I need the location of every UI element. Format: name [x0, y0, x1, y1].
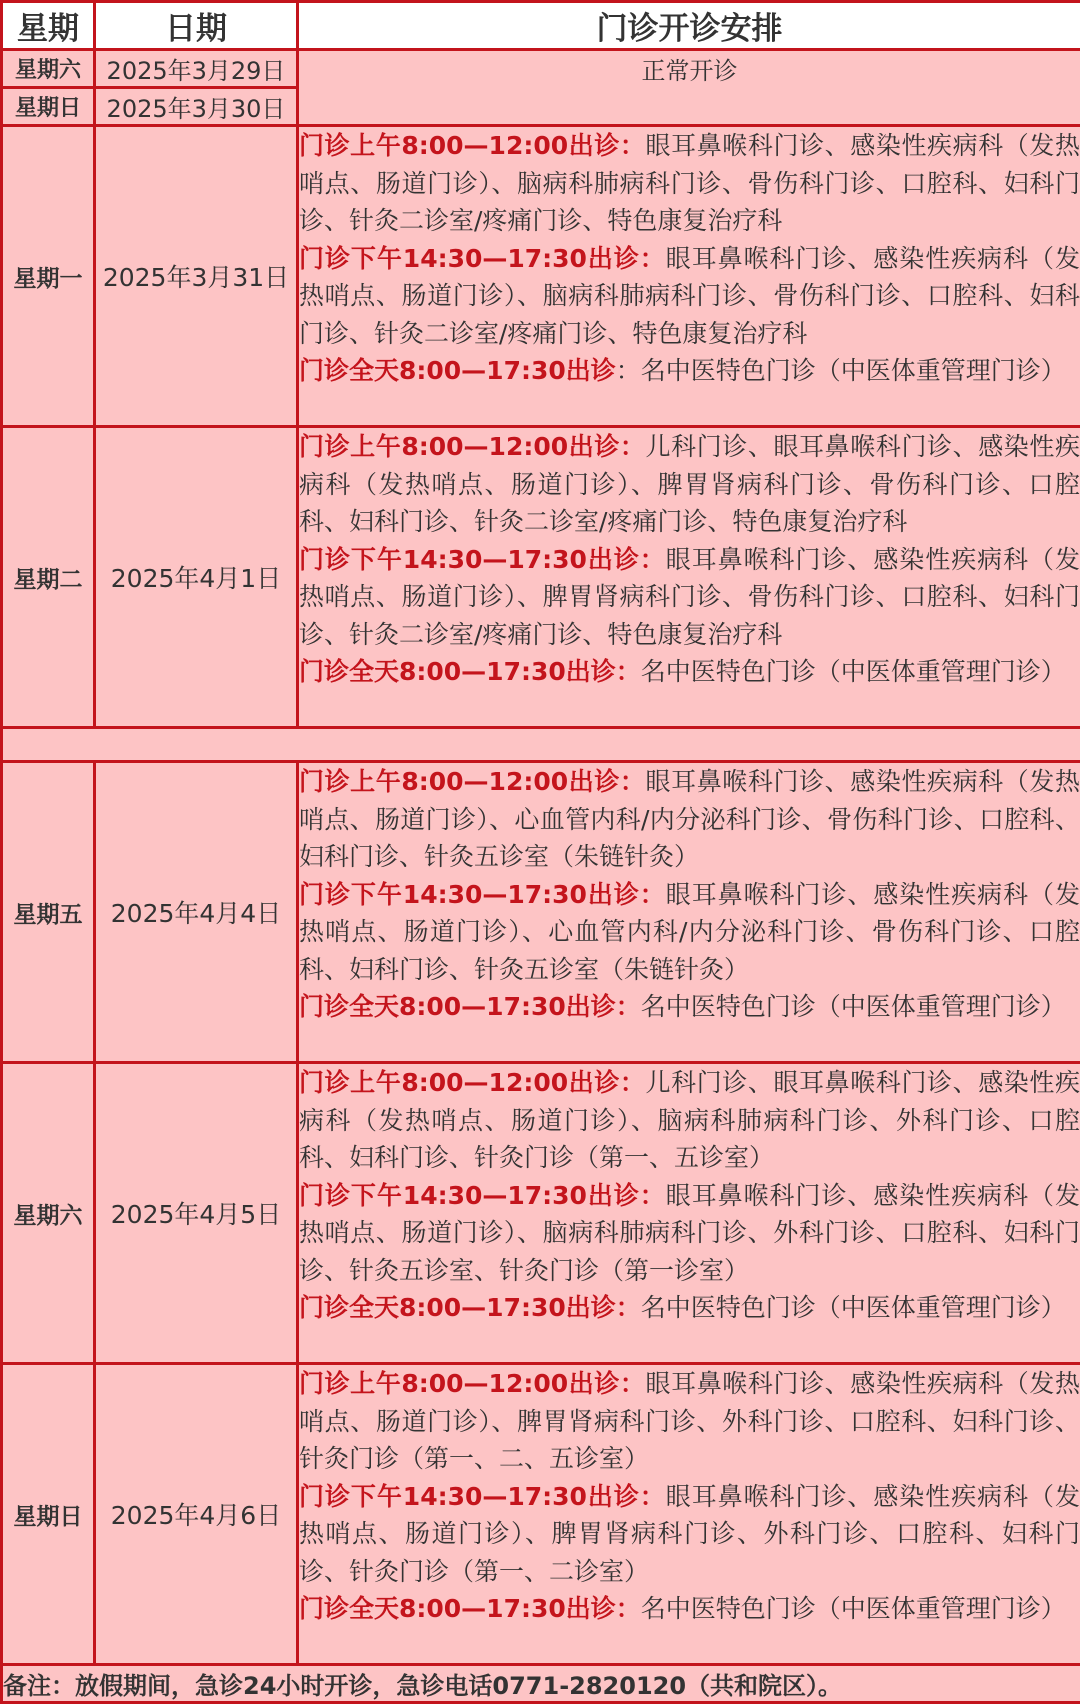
schedule-detail-cell	[298, 1364, 1080, 1665]
morning-session	[299, 1064, 1080, 1177]
afternoon-session	[299, 541, 1080, 654]
weekday-cell: 星期日	[2, 1364, 95, 1665]
weekday-cell: 星期二	[2, 427, 95, 728]
header-row	[2, 2, 1080, 50]
holiday-note: 备注：放假期间，急诊24小时开诊，急诊电话0771-2820120（共和院区）。	[2, 1665, 1080, 1703]
afternoon-label: 门诊下午14:30—17:30出诊：	[299, 880, 666, 909]
afternoon-session	[299, 240, 1080, 353]
blank-row	[2, 728, 1080, 762]
fullday-departments: ：名中医特色门诊（中医体重管理门诊）	[616, 356, 1066, 385]
afternoon-session	[299, 1478, 1080, 1591]
fullday-session	[299, 653, 1080, 691]
table-row	[2, 1063, 1080, 1364]
afternoon-departments: 眼耳鼻喉科门诊、感染性疾病科（发热哨点、肠道门诊）、脾胃肾病科门诊、外科门诊、口腔科、妇科门诊、针灸门诊（第一、二诊室）	[299, 1482, 1080, 1586]
weekday-cell: 星期日	[2, 88, 95, 126]
table-row	[2, 762, 1080, 1063]
fullday-session	[299, 988, 1080, 1026]
header-date: 日期	[95, 2, 298, 50]
date-cell: 2025年3月30日	[95, 88, 298, 126]
date-cell: 2025年3月29日	[95, 50, 298, 88]
normal-opening-cell: 正常开诊	[298, 50, 1080, 126]
date-cell: 2025年4月4日	[95, 762, 298, 1063]
schedule-detail-cell	[298, 1063, 1080, 1364]
header-day: 星期	[2, 2, 95, 50]
table-row	[2, 427, 1080, 728]
table-row	[2, 50, 1080, 88]
date-cell: 2025年3月31日	[95, 126, 298, 427]
fullday-session	[299, 1590, 1080, 1628]
morning-label: 门诊上午8:00—12:00出诊：	[299, 432, 646, 461]
afternoon-label: 门诊下午14:30—17:30出诊：	[299, 244, 666, 273]
fullday-session	[299, 352, 1080, 390]
morning-session	[299, 428, 1080, 541]
morning-departments: 眼耳鼻喉科门诊、感染性疾病科（发热哨点、肠道门诊）、脑病科肺病科门诊、骨伤科门诊、口腔科、妇科门诊、针灸二诊室/疼痛门诊、特色康复治疗科	[299, 131, 1080, 235]
afternoon-departments: 眼耳鼻喉科门诊、感染性疾病科（发热哨点、肠道门诊）、脾胃肾病科门诊、骨伤科门诊、口腔科、妇科门诊、针灸二诊室/疼痛门诊、特色康复治疗科	[299, 545, 1080, 649]
afternoon-label: 门诊下午14:30—17:30出诊：	[299, 1181, 666, 1210]
date-cell: 2025年4月5日	[95, 1063, 298, 1364]
fullday-label: 门诊全天8:00—17:30出诊：	[299, 1594, 641, 1623]
morning-label: 门诊上午8:00—12:00出诊：	[299, 767, 646, 796]
schedule-detail-cell	[298, 427, 1080, 728]
morning-session	[299, 1365, 1080, 1478]
weekday-cell: 星期一	[2, 126, 95, 427]
afternoon-departments: 眼耳鼻喉科门诊、感染性疾病科（发热哨点、肠道门诊）、脑病科肺病科门诊、骨伤科门诊、口腔科、妇科门诊、针灸二诊室/疼痛门诊、特色康复治疗科	[299, 244, 1080, 348]
fullday-departments: 名中医特色门诊（中医体重管理门诊）	[641, 992, 1066, 1021]
afternoon-session	[299, 1177, 1080, 1290]
fullday-label: 门诊全天8:00—17:30出诊	[299, 356, 616, 385]
fullday-departments: 名中医特色门诊（中医体重管理门诊）	[641, 1594, 1066, 1623]
table-row	[2, 126, 1080, 427]
fullday-label: 门诊全天8:00—17:30出诊：	[299, 1293, 641, 1322]
weekday-cell: 星期六	[2, 50, 95, 88]
morning-departments: 眼耳鼻喉科门诊、感染性疾病科（发热哨点、肠道门诊）、心血管内科/内分泌科门诊、骨伤科门诊、口腔科、妇科门诊、针灸五诊室（朱链针灸）	[299, 767, 1080, 871]
header-schedule: 门诊开诊安排	[298, 2, 1080, 50]
table-row	[2, 1364, 1080, 1665]
morning-departments: 儿科门诊、眼耳鼻喉科门诊、感染性疾病科（发热哨点、肠道门诊）、脾胃肾病科门诊、骨伤科门诊、口腔科、妇科门诊、针灸二诊室/疼痛门诊、特色康复治疗科	[299, 432, 1080, 536]
weekday-cell: 星期六	[2, 1063, 95, 1364]
morning-label: 门诊上午8:00—12:00出诊：	[299, 1068, 646, 1097]
schedule-detail-cell	[298, 126, 1080, 427]
afternoon-session	[299, 876, 1080, 989]
morning-session	[299, 127, 1080, 240]
morning-label: 门诊上午8:00—12:00出诊：	[299, 1369, 646, 1398]
fullday-session	[299, 1289, 1080, 1327]
fullday-departments: 名中医特色门诊（中医体重管理门诊）	[641, 657, 1066, 686]
weekday-cell: 星期五	[2, 762, 95, 1063]
separator-row	[2, 728, 1080, 762]
note-row	[2, 1665, 1080, 1703]
morning-departments: 眼耳鼻喉科门诊、感染性疾病科（发热哨点、肠道门诊）、脾胃肾病科门诊、外科门诊、口腔科、妇科门诊、针灸门诊（第一、二、五诊室）	[299, 1369, 1080, 1473]
afternoon-departments: 眼耳鼻喉科门诊、感染性疾病科（发热哨点、肠道门诊）、脑病科肺病科门诊、外科门诊、口腔科、妇科门诊、针灸五诊室、针灸门诊（第一诊室）	[299, 1181, 1080, 1285]
fullday-label: 门诊全天8:00—17:30出诊：	[299, 657, 641, 686]
afternoon-label: 门诊下午14:30—17:30出诊：	[299, 545, 666, 574]
morning-session	[299, 763, 1080, 876]
afternoon-label: 门诊下午14:30—17:30出诊：	[299, 1482, 666, 1511]
fullday-departments: 名中医特色门诊（中医体重管理门诊）	[641, 1293, 1066, 1322]
fullday-label: 门诊全天8:00—17:30出诊：	[299, 992, 641, 1021]
afternoon-departments: 眼耳鼻喉科门诊、感染性疾病科（发热哨点、肠道门诊）、心血管内科/内分泌科门诊、骨伤科门诊、口腔科、妇科门诊、针灸五诊室（朱链针灸）	[299, 880, 1080, 984]
morning-departments: 儿科门诊、眼耳鼻喉科门诊、感染性疾病科（发热哨点、肠道门诊）、脑病科肺病科门诊、外科门诊、口腔科、妇科门诊、针灸门诊（第一、五诊室）	[299, 1068, 1080, 1172]
date-cell: 2025年4月6日	[95, 1364, 298, 1665]
date-cell: 2025年4月1日	[95, 427, 298, 728]
schedule-detail-cell	[298, 762, 1080, 1063]
morning-label: 门诊上午8:00—12:00出诊：	[299, 131, 646, 160]
